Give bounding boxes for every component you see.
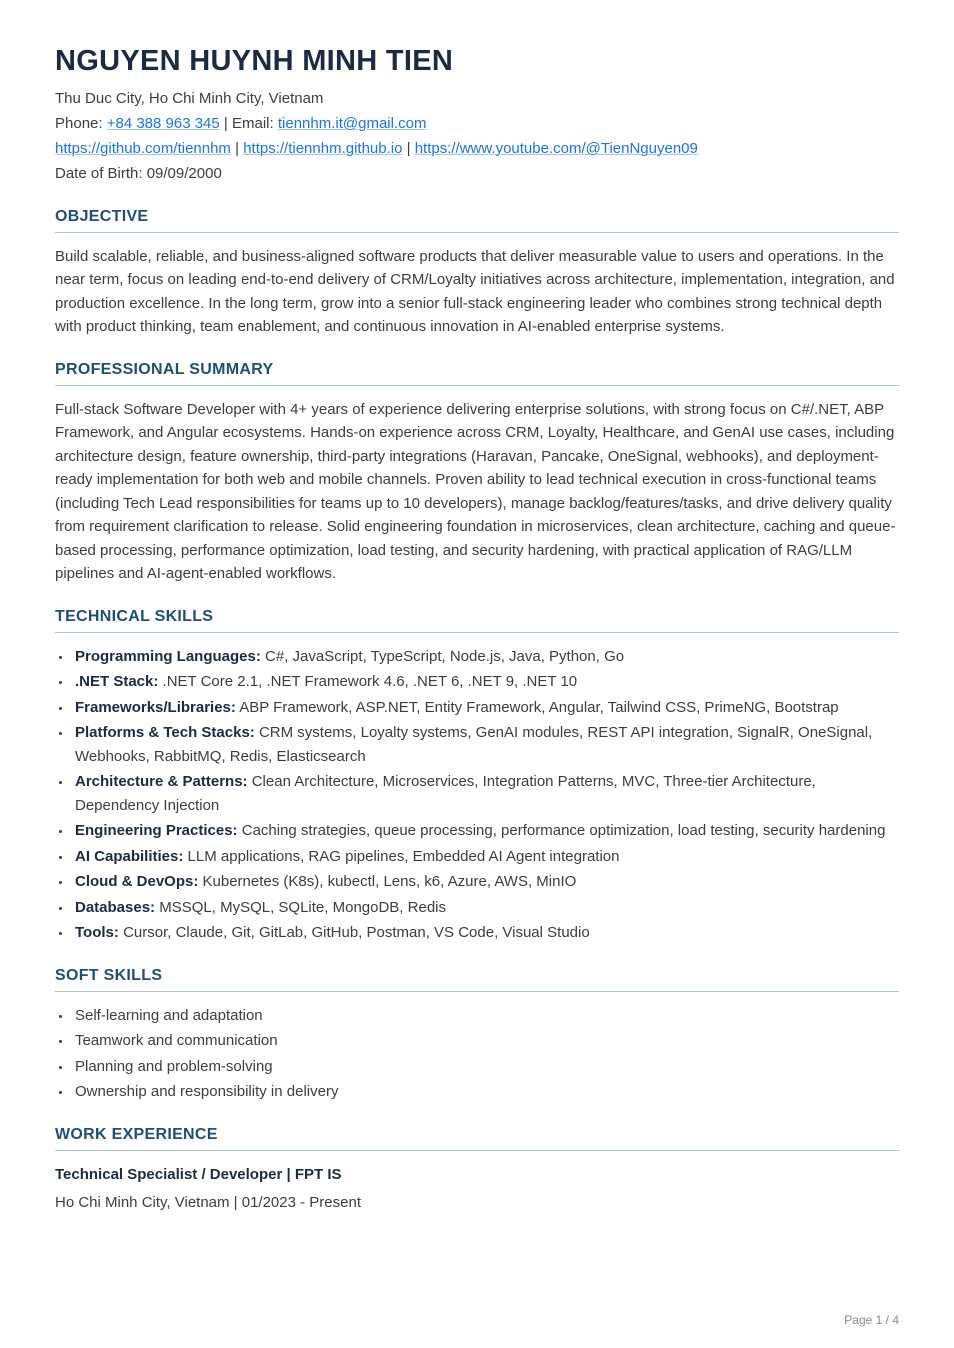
job-title: Technical Specialist / Developer | FPT IS [55,1165,342,1183]
skill-label: Databases: [75,898,156,916]
skill-label: Engineering Practices: [75,822,238,839]
github-link[interactable]: https://github.com/tiennhm [55,140,231,157]
skill-text: Clean Architecture, Microservices, Integration Patterns, MVC, Three-tier Architecture, Dependency Injection [75,773,816,814]
separator: | [223,115,228,132]
email-link[interactable]: tiennhm.it@gmail.com [277,115,427,132]
skill-text: .NET Core 2.1, .NET Framework 4.6, .NET 6, .NET 9, .NET 10 [162,673,578,690]
skill-label: AI Capabilities: [75,847,184,865]
section-objective [55,207,899,339]
skill-text: Caching strategies, queue processing, performance optimization, load testing, security hardening [241,822,886,839]
resume-header [55,44,899,186]
soft-skill-item: • Planning and problem-solving [72,1055,899,1079]
section-professional-summary [55,360,899,586]
dob-line: Date of Birth: 09/09/2000 [55,165,222,182]
soft-skill-item: • Ownership and responsibility in delivery [72,1080,899,1104]
skill-item [72,645,899,669]
skill-label: Architecture & Patterns: [75,773,248,790]
job-location-dates: Ho Chi Minh City, Vietnam | 01/2023 - Present [55,1194,361,1211]
technical-skills-list [55,645,899,945]
skill-item [72,845,899,869]
section-title-objective: OBJECTIVE [55,207,899,233]
person-name: NGUYEN HUYNH MINH TIEN [55,45,454,77]
skill-label: .NET Stack: [75,673,159,690]
skill-text: ABP Framework, ASP.NET, Entity Framework, Angular, Tailwind CSS, PrimeNG, Bootstrap [239,698,839,716]
objective-text: Build scalable, reliable, and business-aligned software products that deliver measurable value to users and operations. In the near term, focus on leading end-to-end delivery of CRM/Loyalty initiatives across architecture, implementation, integration, and production excellence. In the long term, grow into a senior full-stack engineering leader who combines strong technical depth with product thinking, team enablement, and continuous innovation in AI-enabled enterprise systems. [55,247,895,335]
page-number: Page 1 / 4 [844,1313,899,1327]
skill-text: Kubernetes (K8s), kubectl, Lens, k6, Azure, AWS, MinIO [202,873,577,890]
skill-item [72,696,899,720]
location-line: Thu Duc City, Ho Chi Minh City, Vietnam [55,90,324,107]
skill-text: Cursor, Claude, Git, GitLab, GitHub, Postman, VS Code, Visual Studio [123,924,590,941]
skill-item [72,670,899,694]
skill-item [72,770,899,817]
soft-skill-item: • Teamwork and communication [72,1029,899,1053]
soft-skills-list [55,1004,899,1104]
skill-label: Frameworks/Libraries: [75,698,236,716]
skill-text: LLM applications, RAG pipelines, Embedded AI Agent integration [187,847,620,865]
personal-site-link[interactable]: https://tiennhm.github.io [243,140,403,157]
skill-text: CRM systems, Loyalty systems, GenAI modules, REST API integration, SignalR, OneSignal, Webhooks, RabbitMQ, Redis, Elasticsearch [75,724,873,765]
skill-label: Platforms & Tech Stacks: [75,724,255,741]
skill-text: C#, JavaScript, TypeScript, Node.js, Java, Python, Go [265,647,625,665]
section-soft-skills [55,966,899,1104]
links-line [55,137,899,161]
section-technical-skills [55,607,899,945]
youtube-link[interactable]: https://www.youtube.com/@TienNguyen09 [414,140,698,157]
soft-skill-item: • Self-learning and adaptation [72,1004,899,1028]
skill-label: Programming Languages: [75,647,261,665]
professional-summary-text: Full-stack Software Developer with 4+ years of experience delivering enterprise solutions, with strong focus on C#/.NET, ABP Framework, and Angular ecosystems. Hands-on experience across CRM, Loyalty, Healthcare, and GenAI use cases, including architecture design, feature ownership, third-party integrations (Haravan, Pancake, OneSignal, webhooks), and deployment-ready implementation for both web and mobile channels. Proven ability to lead technical execution in cross-functional teams (including Tech Lead responsibilities for teams up to 10 developers), manage backlog/features/tasks, and drive delivery quality from requirement clarification to release. Solid engineering foundation in microservices, clean architecture, caching and queue-based processing, performance optimization, load testing, and security hardening, with practical application of RAG/LLM pipelines and AI-agent-enabled workflows. [55,400,896,582]
section-title-work-experience: WORK EXPERIENCE [55,1125,899,1151]
section-work-experience [55,1125,899,1215]
skill-item [72,896,899,920]
skill-text: MSSQL, MySQL, SQLite, MongoDB, Redis [159,898,446,916]
skill-item [72,921,899,945]
section-title-technical-skills: TECHNICAL SKILLS [55,607,899,633]
skill-item [72,870,899,894]
skill-label: Tools: [75,924,119,941]
phone-email-line [55,112,899,136]
phone-label: Phone: [55,115,103,132]
skill-item [72,721,899,768]
skill-label: Cloud & DevOps: [75,873,199,890]
separator: | [235,140,240,157]
section-title-professional-summary: PROFESSIONAL SUMMARY [55,360,899,386]
section-title-soft-skills: SOFT SKILLS [55,966,899,992]
separator: | [406,140,411,157]
email-label: Email: [232,115,274,132]
phone-link[interactable]: +84 388 963 345 [106,115,220,132]
skill-item [72,819,899,843]
